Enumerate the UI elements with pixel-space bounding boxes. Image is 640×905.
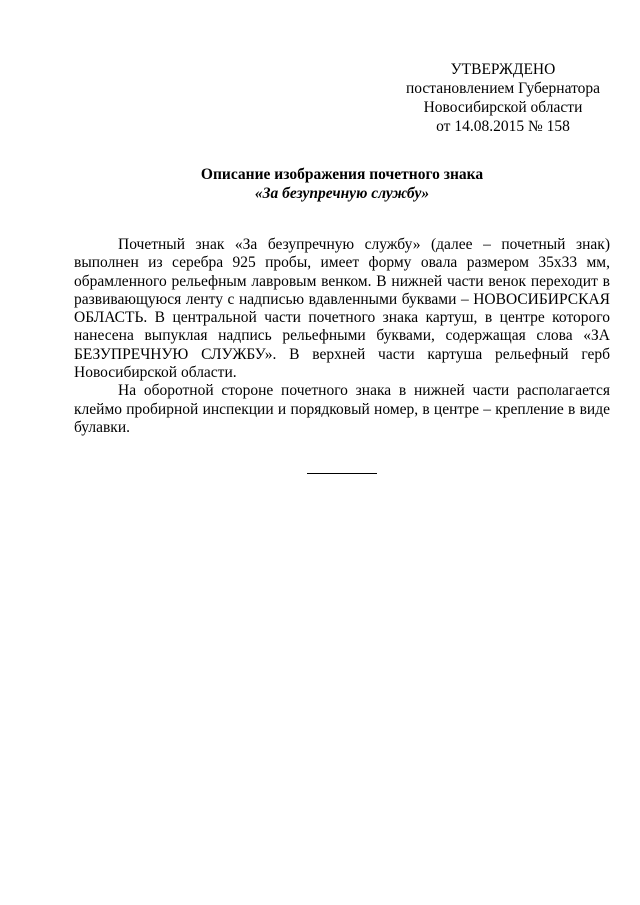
approval-decree: постановлением Губернатора <box>405 80 601 97</box>
document-body <box>74 236 610 437</box>
paragraph-reverse-side: На оборотной стороне почетного знака в нижней части располагается клеймо пробирной инспекции и порядковый номер, в центре – крепление в виде булавки. <box>74 382 610 436</box>
approval-region: Новосибирской области <box>423 99 583 116</box>
closing-separator-line <box>307 473 377 474</box>
title-line-description: Описание изображения почетного знака <box>200 166 484 183</box>
approval-block <box>392 60 614 136</box>
approval-heading: УТВЕРЖДЕНО <box>450 61 556 78</box>
paragraph-description: Почетный знак «За безупречную службу» (далее – почетный знак) выполнен из серебра 925 пробы, имеет форму овала размером 35х33 мм, обрамленного рельефным лавровым венком. В нижней части венок переходит в развивающуюся ленту с надписью вдавленными буквами – НОВОСИБИРСКАЯ ОБЛАСТЬ. В центральной части почетного знака картуш, в центре которого нанесена выпуклая надпись рельефными буквами, содержащая слова «ЗА БЕЗУПРЕЧНУЮ СЛУЖБУ». В верхней части картуша рельефный герб Новосибирской области. <box>74 236 610 382</box>
approval-date-number: от 14.08.2015 № 158 <box>436 118 570 135</box>
document-title <box>100 165 584 203</box>
title-line-badge-name: «За безупречную службу» <box>254 185 430 202</box>
